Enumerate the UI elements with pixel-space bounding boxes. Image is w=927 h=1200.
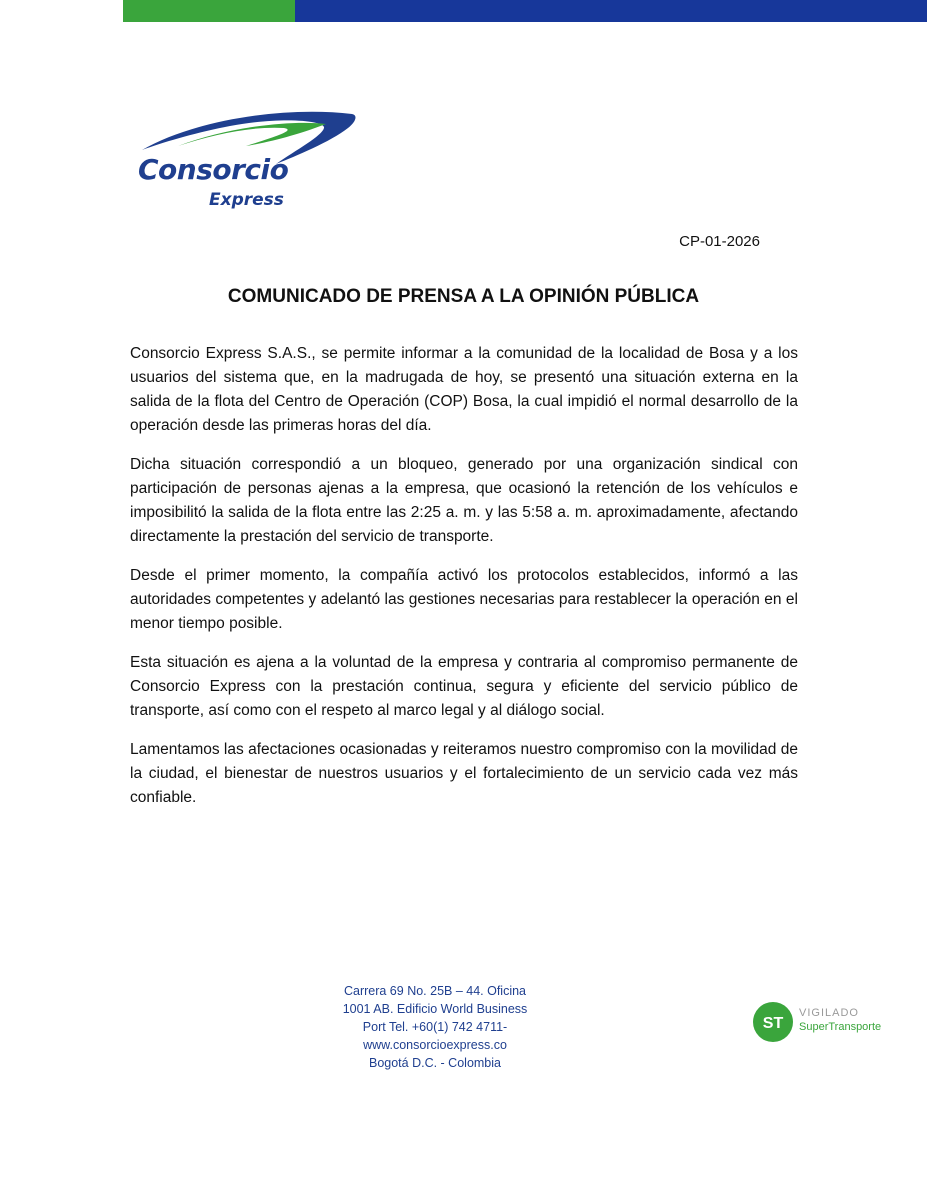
vigilado-label: VIGILADO: [799, 1007, 859, 1019]
paragraph: Desde el primer momento, la compañía activó los protocolos establecidos, informó a las autoridades competentes y adelantó las gestiones necesarias para restablecer la operación en el menor tiempo posible.: [130, 567, 798, 632]
paragraph: Lamentamos las afectaciones ocasionadas y reiteramos nuestro compromiso con la movilidad de la ciudad, el bienestar de nuestros usuarios y el fortalecimiento de un servicio cada vez más confiable.: [130, 741, 798, 806]
logo-brand-name: Consorcio: [138, 153, 289, 186]
header-bar-green: [123, 0, 295, 22]
paragraph: Dicha situación correspondió a un bloqueo, generado por una organización sindical con participación de personas ajenas a la empresa, que ocasionó la retención de los vehículos e imposibilitó la salida de la flota entre las 2:25 a. m. y las 5:58 a. m. aproximadamente, afectando directamente la prestación del servicio de transporte.: [130, 456, 798, 545]
address-line: 1001 AB. Edificio World Business: [342, 1002, 528, 1016]
address-line: Port Tel. +60(1) 742 4711-: [362, 1020, 508, 1034]
document-body: [130, 342, 798, 825]
vigilado-supertransporte-badge: [751, 1000, 901, 1044]
consorcio-express-logo: [134, 106, 364, 216]
seal-text: ST: [762, 1015, 784, 1032]
page-title: COMUNICADO DE PRENSA A LA OPINIÓN PÚBLICA: [227, 286, 700, 307]
address-line: Carrera 69 No. 25B – 44. Oficina: [343, 984, 527, 998]
paragraph: Esta situación es ajena a la voluntad de la empresa y contraria al compromiso permanente de Consorcio Express con la prestación continua, segura y eficiente del servicio público de transporte, así como con el respeto al marco legal y al diálogo social.: [130, 654, 798, 719]
address-line: www.consorcioexpress.co: [363, 1038, 507, 1052]
supertransporte-seal-icon: [751, 1000, 795, 1044]
header-color-bar: [123, 0, 927, 22]
paragraph: Consorcio Express S.A.S., se permite informar a la comunidad de la localidad de Bosa y a los usuarios del sistema que, en la madrugada de hoy, se presentó una situación externa en la salida de la flota del Centro de Operación (COP) Bosa, la cual impidió el normal desarrollo de la operación desde las primeras horas del día.: [130, 345, 798, 434]
document-reference: CP-01-2026: [679, 233, 760, 250]
footer-address: [320, 982, 550, 1072]
logo-brand-subtitle: Express: [209, 190, 284, 210]
header-bar-blue: [295, 0, 927, 22]
address-line: Bogotá D.C. - Colombia: [368, 1056, 501, 1070]
supertransporte-label: SuperTransporte: [799, 1021, 882, 1033]
